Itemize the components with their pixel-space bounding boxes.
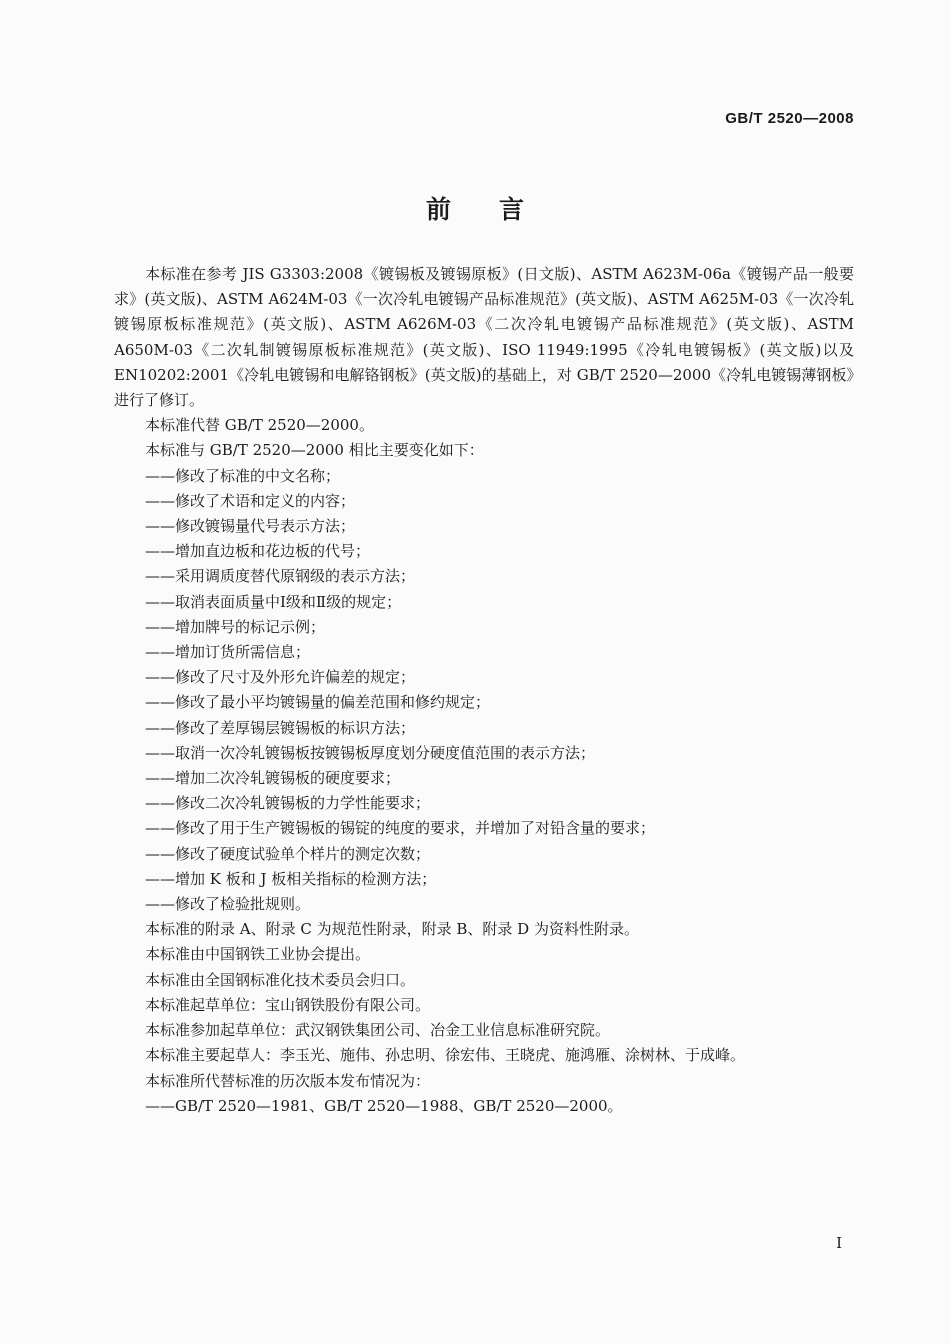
change-item: ——增加二次冷轧镀锡板的硬度要求； xyxy=(145,769,401,788)
change-item: ——修改了硬度试验单个样片的测定次数； xyxy=(145,844,431,863)
change-item: ——取消一次冷轧镀锡板按镀锡板厚度划分硬度值范围的表示方法； xyxy=(145,743,596,762)
change-item: ——修改了差厚锡层镀锡板的标识方法； xyxy=(145,718,416,737)
participating-units-statement: 本标准参加起草单位：武汉钢铁集团公司、冶金工业信息标准研究院。 xyxy=(145,1021,611,1040)
history-list xyxy=(114,1094,854,1119)
change-item: ——增加牌号的标记示例； xyxy=(145,617,326,636)
change-item: ——修改了标准的中文名称； xyxy=(145,466,341,485)
change-item: ——取消表面质量中Ⅰ级和Ⅱ级的规定； xyxy=(145,592,402,611)
history-intro: 本标准所代替标准的历次版本发布情况为： xyxy=(145,1071,431,1090)
change-item: ——增加直边板和花边板的代号； xyxy=(145,542,371,561)
history-item: ——GB/T 2520—1981、GB/T 2520—1988、GB/T 2520—2000。 xyxy=(145,1096,623,1115)
change-item: ——修改了用于生产镀锡板的锡锭的纯度的要求，并增加了对铅含量的要求； xyxy=(145,819,656,838)
intro-paragraph: 本标准在参考 JIS G3303:2008《镀锡板及镀锡原板》(日文版)、ASTM A623M-06a《镀锡产品一般要求》(英文版)、ASTM A624M-03《一次冷轧电镀锡产品标准规范》(英文版)、ASTM A625M-03《一次冷轧镀锡原板标准规范》(英文版)、ASTM A626M-03《二次冷轧电镀锡产品标准规范》(英文版)、ASTM A650M-03《二次轧制镀锡原板标准规范》(英文版)、ISO 11949:1995《冷轧电镀锡板》(英文版)以及 EN10202:2001《冷轧电镀锡和电解铬钢板》(英文版)的基础上，对 GB/T 2520—2000《冷轧电镀锡薄钢板》进行了修订。 xyxy=(114,265,854,410)
page-number: I xyxy=(836,1234,842,1252)
change-item: ——修改二次冷轧镀锡板的力学性能要求； xyxy=(145,794,431,813)
document-body xyxy=(114,262,854,1119)
appendix-statement: 本标准的附录 A、附录 C 为规范性附录，附录 B、附录 D 为资料性附录。 xyxy=(145,920,639,939)
change-item: ——修改了术语和定义的内容； xyxy=(145,491,356,510)
change-item: ——修改了最小平均镀锡量的偏差范围和修约规定； xyxy=(145,693,491,712)
drafters-statement: 本标准主要起草人：李玉光、施伟、孙忠明、徐宏伟、王晓虎、施鸿雁、涂树林、于成峰。 xyxy=(145,1046,746,1065)
drafting-unit-statement: 本标准起草单位：宝山钢铁股份有限公司。 xyxy=(145,995,431,1014)
standard-code: GB/T 2520—2008 xyxy=(725,110,854,127)
replace-statement: 本标准代替 GB/T 2520—2000。 xyxy=(145,416,374,435)
changes-list xyxy=(114,464,854,918)
page-title: 前言 xyxy=(425,195,572,224)
proposer-statement: 本标准由中国钢铁工业协会提出。 xyxy=(145,945,371,964)
change-item: ——修改镀锡量代号表示方法； xyxy=(145,517,356,536)
change-item: ——采用调质度替代原钢级的表示方法； xyxy=(145,567,416,586)
changes-intro: 本标准与 GB/T 2520—2000 相比主要变化如下： xyxy=(145,441,484,460)
committee-statement: 本标准由全国钢标准化技术委员会归口。 xyxy=(145,970,416,989)
change-item: ——修改了检验批规则。 xyxy=(145,895,311,914)
change-item: ——增加 K 板和 J 板相关指标的检测方法； xyxy=(145,869,437,888)
change-item: ——修改了尺寸及外形允许偏差的规定； xyxy=(145,668,416,687)
change-item: ——增加订货所需信息； xyxy=(145,643,311,662)
